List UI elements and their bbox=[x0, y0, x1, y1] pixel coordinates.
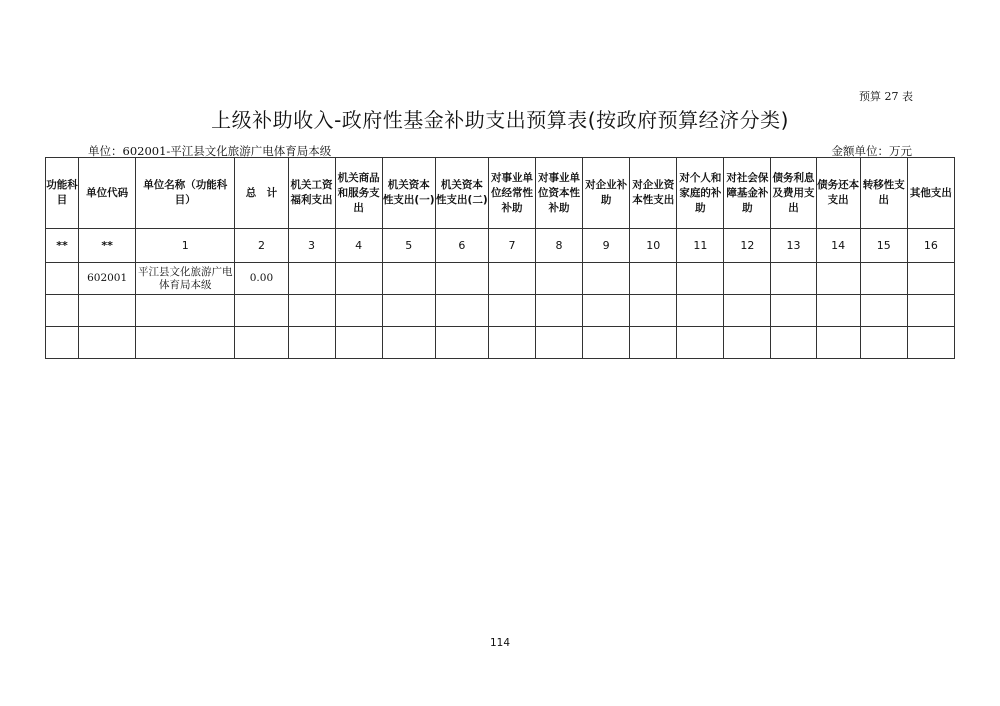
table-cell: 602001 bbox=[79, 263, 136, 295]
table-cell bbox=[816, 327, 860, 359]
table-cell bbox=[79, 327, 136, 359]
form-number: 预算 27 表 bbox=[859, 90, 913, 103]
col-header-capital-1: 机关资本性支出(一) bbox=[382, 158, 435, 229]
table-cell bbox=[677, 263, 724, 295]
amount-unit-label: 金额单位：万元 bbox=[831, 144, 912, 158]
table-cell bbox=[860, 263, 907, 295]
table-cell bbox=[677, 295, 724, 327]
col-header-inst-recurrent: 对事业单位经常性补助 bbox=[488, 158, 535, 229]
table-cell bbox=[382, 263, 435, 295]
table-cell bbox=[677, 327, 724, 359]
col-header-goods-services: 机关商品和服务支出 bbox=[335, 158, 382, 229]
column-number: 5 bbox=[382, 229, 435, 263]
header-row bbox=[46, 158, 955, 229]
table-cell bbox=[630, 263, 677, 295]
table-cell bbox=[816, 263, 860, 295]
column-number: 2 bbox=[235, 229, 288, 263]
table-cell bbox=[860, 295, 907, 327]
col-header-inst-capital: 对事业单位资本性补助 bbox=[536, 158, 583, 229]
col-header-social-security: 对社会保障基金补助 bbox=[724, 158, 771, 229]
page-number: 114 bbox=[489, 637, 511, 649]
table-row bbox=[46, 263, 955, 295]
column-number: 8 bbox=[536, 229, 583, 263]
column-number: ** bbox=[79, 229, 136, 263]
col-header-function-subject: 功能科目 bbox=[46, 158, 79, 229]
page-title: 上级补助收入-政府性基金补助支出预算表(按政府预算经济分类) bbox=[211, 108, 789, 132]
column-number-row bbox=[46, 229, 955, 263]
table-cell bbox=[488, 295, 535, 327]
table-cell bbox=[335, 327, 382, 359]
col-header-debt-interest: 债务利息及费用支出 bbox=[771, 158, 816, 229]
table-row bbox=[46, 327, 955, 359]
column-number: 14 bbox=[816, 229, 860, 263]
table-cell bbox=[583, 263, 630, 295]
col-header-enterprise-subsidy: 对企业补助 bbox=[583, 158, 630, 229]
table-cell bbox=[235, 295, 288, 327]
table-cell bbox=[46, 263, 79, 295]
table-cell bbox=[907, 327, 954, 359]
column-number: 1 bbox=[136, 229, 235, 263]
table-cell bbox=[907, 263, 954, 295]
table-cell bbox=[46, 295, 79, 327]
column-number: 4 bbox=[335, 229, 382, 263]
table-cell bbox=[630, 327, 677, 359]
table-cell bbox=[536, 263, 583, 295]
column-number: 9 bbox=[583, 229, 630, 263]
unit-label: 单位：602001-平江县文化旅游广电体育局本级 bbox=[88, 144, 332, 158]
table-cell bbox=[435, 263, 488, 295]
table-cell bbox=[46, 327, 79, 359]
column-number: 3 bbox=[288, 229, 335, 263]
column-number: 15 bbox=[860, 229, 907, 263]
table-cell bbox=[724, 327, 771, 359]
column-number: 11 bbox=[677, 229, 724, 263]
table-cell bbox=[335, 295, 382, 327]
table-cell bbox=[488, 327, 535, 359]
col-header-individual-subsidy: 对个人和家庭的补助 bbox=[677, 158, 724, 229]
table-cell bbox=[816, 295, 860, 327]
table-cell bbox=[435, 327, 488, 359]
table-cell bbox=[724, 295, 771, 327]
col-header-other: 其他支出 bbox=[907, 158, 954, 229]
table-cell bbox=[235, 327, 288, 359]
table-cell bbox=[630, 295, 677, 327]
col-header-capital-2: 机关资本性支出(二) bbox=[435, 158, 488, 229]
table-cell bbox=[907, 295, 954, 327]
column-number: 6 bbox=[435, 229, 488, 263]
table-cell bbox=[136, 327, 235, 359]
table-cell bbox=[724, 263, 771, 295]
table-cell bbox=[288, 295, 335, 327]
table-cell bbox=[583, 327, 630, 359]
table-cell bbox=[79, 295, 136, 327]
table-cell bbox=[860, 327, 907, 359]
col-header-transfer: 转移性支出 bbox=[860, 158, 907, 229]
table-cell bbox=[536, 295, 583, 327]
column-number: 16 bbox=[907, 229, 954, 263]
col-header-total: 总 计 bbox=[235, 158, 288, 229]
col-header-unit-code: 单位代码 bbox=[79, 158, 136, 229]
col-header-unit-name: 单位名称（功能科目） bbox=[136, 158, 235, 229]
table-cell bbox=[136, 295, 235, 327]
table-cell bbox=[288, 263, 335, 295]
column-number: 13 bbox=[771, 229, 816, 263]
table-cell bbox=[488, 263, 535, 295]
column-number: 12 bbox=[724, 229, 771, 263]
col-header-enterprise-capital: 对企业资本性支出 bbox=[630, 158, 677, 229]
column-number: 7 bbox=[488, 229, 535, 263]
table-cell bbox=[771, 327, 816, 359]
table-cell bbox=[536, 327, 583, 359]
table-cell bbox=[435, 295, 488, 327]
col-header-wages: 机关工资福利支出 bbox=[288, 158, 335, 229]
table-cell: 平江县文化旅游广电体育局本级 bbox=[136, 263, 235, 295]
table-row bbox=[46, 295, 955, 327]
budget-table bbox=[45, 157, 955, 359]
column-number: 10 bbox=[630, 229, 677, 263]
table-cell bbox=[771, 263, 816, 295]
table-cell bbox=[583, 295, 630, 327]
table-cell bbox=[288, 327, 335, 359]
table-cell: 0.00 bbox=[235, 263, 288, 295]
table-cell bbox=[335, 263, 382, 295]
table-cell bbox=[382, 295, 435, 327]
column-number: ** bbox=[46, 229, 79, 263]
table-cell bbox=[382, 327, 435, 359]
table-cell bbox=[771, 295, 816, 327]
col-header-debt-principal: 债务还本支出 bbox=[816, 158, 860, 229]
